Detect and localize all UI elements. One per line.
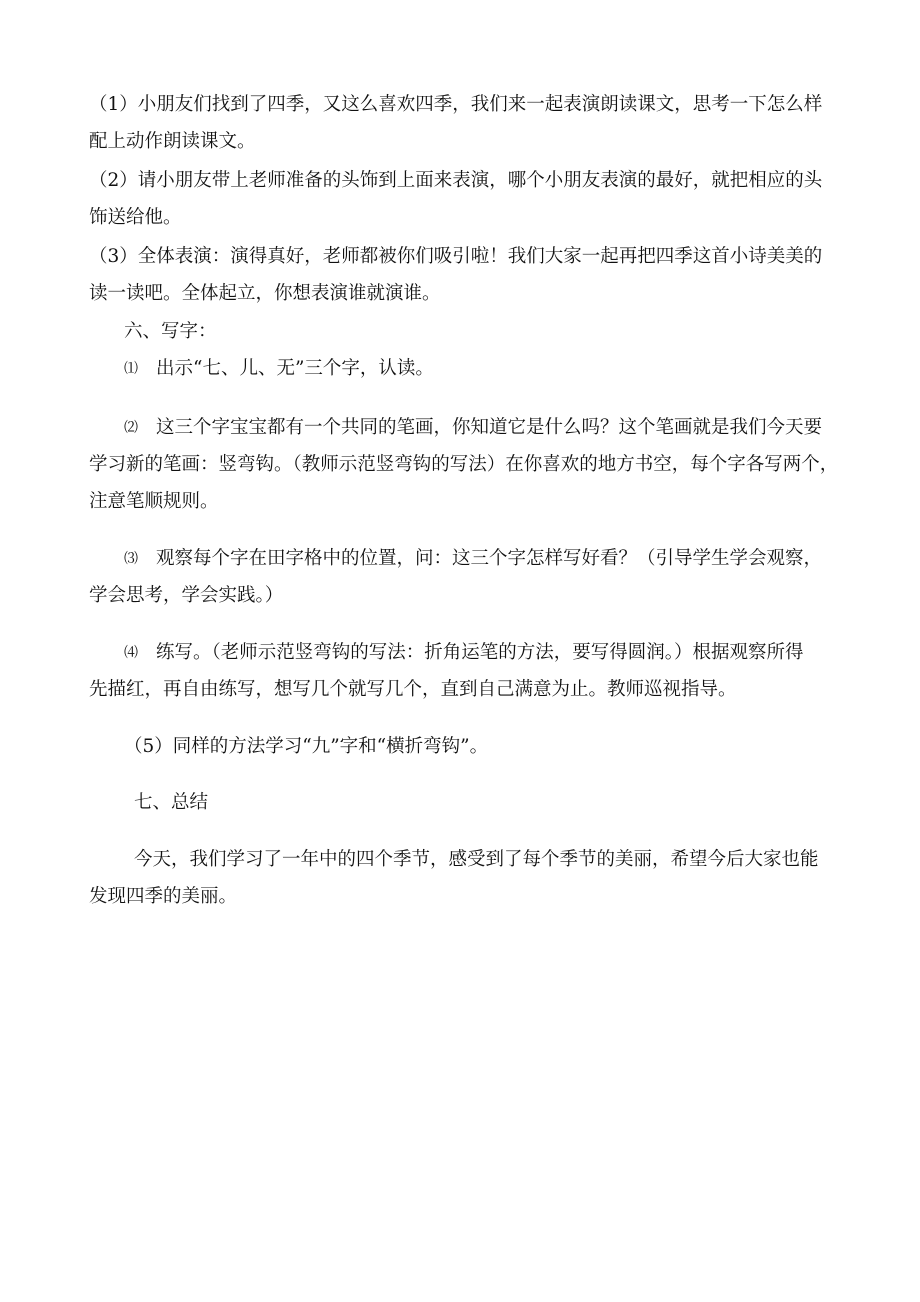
para-3-line-1: （3）全体表演：演得真好，老师都被你们吸引啦！我们大家一起再把四季这首小诗美美的 xyxy=(89,246,823,267)
writing-step-2-line-3: 注意笔顺规则。 xyxy=(89,491,219,512)
section-6-heading: 六、写字： xyxy=(124,321,217,342)
writing-step-3-line-1 xyxy=(124,547,822,571)
step-1-text: 出示“七、儿、无”三个字，认读。 xyxy=(156,358,434,379)
writing-step-4-line-2: 先描红，再自由练写，想写几个就写几个，直到自己满意为止。教师巡视指导。 xyxy=(89,679,737,700)
step-3-text: 观察每个字在田字格中的位置，问：这三个字怎样写好看？（引导学生学会观察， xyxy=(156,548,823,569)
section-7-heading: 七、总结 xyxy=(134,792,209,813)
writing-step-4-line-1 xyxy=(124,641,804,665)
writing-step-3-line-2: 学会思考，学会实践。） xyxy=(89,585,284,606)
para-1-line-2: 配上动作朗读课文。 xyxy=(89,131,256,152)
para-2-line-2: 饰送给他。 xyxy=(89,207,182,228)
step-1-number: ⑴ xyxy=(124,361,138,377)
para-1-line-1: （1）小朋友们找到了四季，又这么喜欢四季，我们来一起表演朗读课文，思考一下怎么样 xyxy=(89,94,823,115)
writing-step-5: （5）同样的方法学习“九”字和“横折弯钩”。 xyxy=(124,736,489,757)
para-3-line-2: 读一读吧。全体起立，你想表演谁就演谁。 xyxy=(89,283,441,304)
summary-line-1: 今天，我们学习了一年中的四个季节，感受到了每个季节的美丽，希望今后大家也能 xyxy=(134,849,819,870)
writing-step-2-line-1 xyxy=(124,416,822,440)
summary-line-2: 发现四季的美丽。 xyxy=(89,886,238,907)
writing-step-2-line-2: 学习新的笔画：竖弯钩。（教师示范竖弯钩的写法）在你喜欢的地方书空，每个字各写两个， xyxy=(89,454,839,475)
step-3-number: ⑶ xyxy=(124,551,138,567)
step-4-number: ⑷ xyxy=(124,645,138,661)
para-2-line-1: （2）请小朋友带上老师准备的头饰到上面来表演，哪个小朋友表演的最好，就把相应的头 xyxy=(89,170,823,191)
writing-step-1 xyxy=(124,357,434,381)
step-2-number: ⑵ xyxy=(124,420,138,436)
step-2-text: 这三个字宝宝都有一个共同的笔画，你知道它是什么吗？这个笔画就是我们今天要 xyxy=(156,417,823,438)
step-4-text: 练写。（老师示范竖弯钩的写法：折角运笔的方法，要写得圆润。）根据观察所得 xyxy=(156,642,804,663)
